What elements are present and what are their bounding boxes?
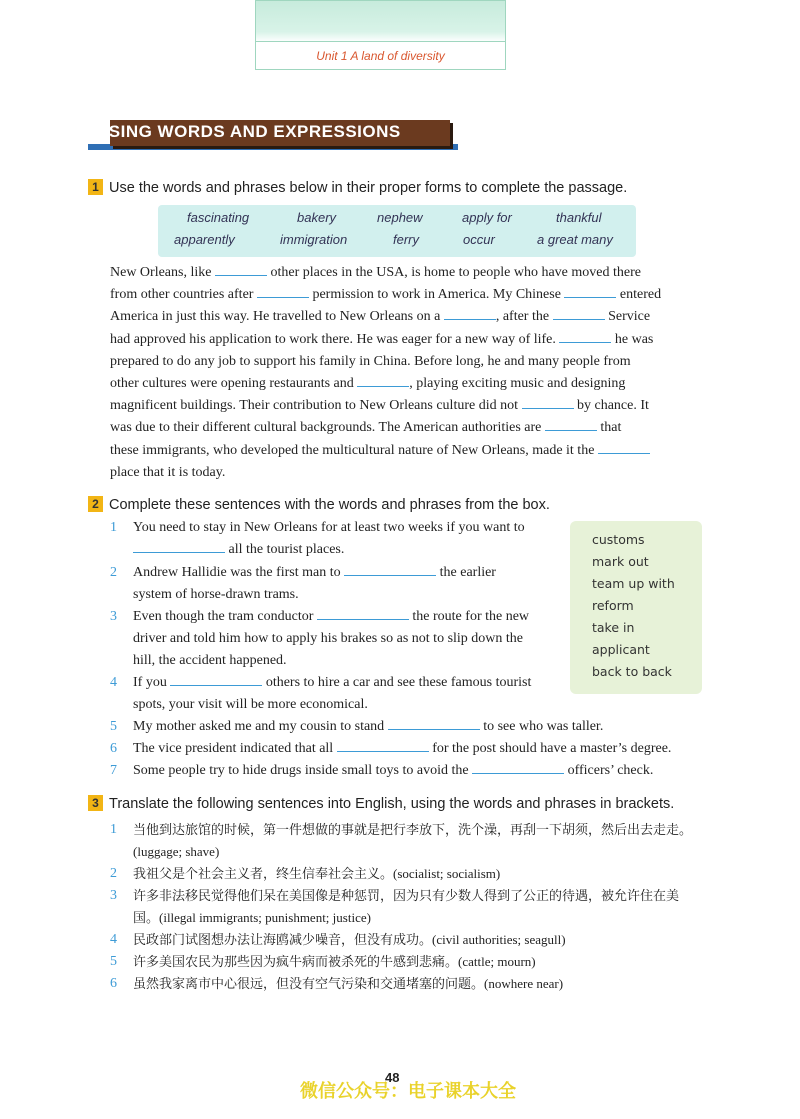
answer-blank[interactable] bbox=[344, 564, 436, 576]
unit-title: Unit 1 A land of diversity bbox=[316, 49, 445, 63]
answer-blank[interactable] bbox=[317, 608, 409, 620]
word-bank-item: bakery bbox=[297, 210, 337, 225]
exercise-3-item: 民政部门试图想办法让海鸥减少噪音，但没有成功。(civil authorities; seagull) bbox=[133, 932, 566, 947]
phrase-bank-box bbox=[570, 521, 702, 694]
phrase-bank-item: take in bbox=[592, 620, 635, 635]
exercise-2-heading bbox=[88, 496, 550, 513]
item-number: 5 bbox=[110, 954, 117, 969]
footer-watermark: 微信公众号：电子课本大全 bbox=[300, 1081, 516, 1102]
exercise-3-item: 许多美国农民为那些因为疯牛病而被杀死的牛感到悲痛。(cattle; mourn) bbox=[133, 954, 536, 969]
answer-blank[interactable] bbox=[170, 674, 262, 686]
exercise-2-item: Some people try to hide drugs inside small toys to avoid the officers’ check. bbox=[133, 763, 654, 778]
passage-line: New Orleans, like other places in the USA, is home to people who have moved there bbox=[110, 265, 641, 280]
item-number: 6 bbox=[110, 741, 117, 756]
banner-divider bbox=[256, 41, 505, 42]
answer-blank[interactable] bbox=[257, 286, 309, 298]
exercise-3-number: 3 bbox=[88, 795, 103, 811]
exercise-2-item: Andrew Hallidie was the first man to the earlier system of horse-drawn trams. bbox=[133, 565, 496, 602]
word-bank-item: occur bbox=[463, 232, 495, 247]
item-number: 4 bbox=[110, 932, 117, 947]
exercise-3-heading bbox=[88, 795, 674, 812]
exercise-1-number: 1 bbox=[88, 179, 103, 195]
passage-line: America in just this way. He travelled to New Orleans on a , after the Service bbox=[110, 309, 651, 325]
item-number: 6 bbox=[110, 976, 117, 991]
unit-header-banner bbox=[255, 0, 506, 70]
phrase-bank-item: back to back bbox=[592, 664, 672, 679]
word-bank-item: apply for bbox=[462, 210, 512, 225]
answer-blank[interactable] bbox=[444, 308, 496, 320]
passage-line: had approved his application to work there. He was eager for a new way of life. he was bbox=[110, 331, 654, 347]
passage-line: from other countries after permission to work in America. My Chinese entered bbox=[110, 287, 662, 303]
answer-blank[interactable] bbox=[133, 541, 225, 553]
answer-blank[interactable] bbox=[388, 718, 480, 730]
phrase-bank-item: team up with bbox=[592, 576, 675, 591]
answer-blank[interactable] bbox=[545, 419, 597, 431]
answer-blank[interactable] bbox=[522, 397, 574, 409]
exercise-2-item: The vice president indicated that all for the post should have a master’s degree. bbox=[133, 741, 672, 756]
word-bank-box bbox=[158, 205, 636, 257]
exercise-2-instruction: Complete these sentences with the words and phrases from the box. bbox=[109, 497, 550, 513]
exercise-3-item: 许多非法移民觉得他们呆在美国像是种惩罚，因为只有少数人得到了公正的待遇，被允许住在美 国。(illegal immigrants; punishment; justice) bbox=[133, 888, 680, 925]
exercise-2-item: You need to stay in New Orleans for at least two weeks if you want to all the tourist places. bbox=[133, 520, 525, 557]
answer-blank[interactable] bbox=[337, 740, 429, 752]
passage-line: prepared to do any job to support his family in China. Before long, he and many people from bbox=[110, 353, 631, 369]
phrase-bank-item: reform bbox=[592, 598, 634, 613]
phrase-bank-item: mark out bbox=[592, 554, 649, 569]
item-number: 5 bbox=[110, 719, 117, 734]
exercise-3-item: 虽然我家离市中心很远，但没有空气污染和交通堵塞的问题。(nowhere near) bbox=[133, 976, 564, 991]
exercise-3-item: 当他到达旅馆的时候，第一件想做的事就是把行李放下，洗个澡，再刮一下胡须，然后出去走走。 (luggage; shave) bbox=[133, 822, 693, 859]
word-bank-item: apparently bbox=[174, 232, 235, 247]
answer-blank[interactable] bbox=[553, 308, 605, 320]
exercise-2-item: My mother asked me and my cousin to stand to see who was taller. bbox=[133, 719, 604, 734]
item-number: 2 bbox=[110, 866, 117, 881]
word-bank-item: a great many bbox=[537, 232, 613, 247]
answer-blank[interactable] bbox=[215, 264, 267, 276]
item-number: 2 bbox=[110, 565, 117, 580]
page-number: 48 bbox=[385, 1070, 400, 1085]
phrase-bank-item: applicant bbox=[592, 642, 650, 657]
passage-line: these immigrants, who developed the multicultural nature of New Orleans, made it the bbox=[110, 440, 703, 462]
exercise-3-instruction: Translate the following sentences into English, using the words and phrases in brackets. bbox=[109, 796, 675, 812]
answer-blank[interactable] bbox=[564, 286, 616, 298]
exercise-1-passage bbox=[110, 262, 703, 484]
item-number: 4 bbox=[110, 675, 117, 690]
word-bank-item: nephew bbox=[377, 210, 423, 225]
item-number: 7 bbox=[110, 763, 117, 778]
passage-line: magnificent buildings. Their contribution to New Orleans culture did not by chance. It bbox=[110, 398, 649, 414]
answer-blank[interactable] bbox=[559, 331, 611, 343]
exercise-2-number: 2 bbox=[88, 496, 103, 512]
answer-blank[interactable] bbox=[472, 762, 564, 774]
answer-blank[interactable] bbox=[357, 375, 409, 387]
passage-line: was due to their different cultural backgrounds. The American authorities are that bbox=[110, 420, 622, 436]
word-bank-item: immigration bbox=[280, 232, 348, 247]
item-number: 1 bbox=[110, 520, 117, 535]
passage-line: place that it is today. bbox=[110, 464, 226, 480]
passage-line: other cultures were opening restaurants and , playing exciting music and designing bbox=[110, 376, 626, 392]
section-title-bar bbox=[88, 118, 458, 152]
exercise-3-item: 我祖父是个社会主义者，终生信奉社会主义。(socialist; socialism) bbox=[133, 866, 501, 881]
section-title: USING WORDS AND EXPRESSIONS bbox=[96, 122, 401, 141]
item-number: 1 bbox=[110, 822, 117, 837]
item-number: 3 bbox=[110, 888, 117, 903]
exercise-1-heading bbox=[88, 179, 627, 196]
word-bank-item: thankful bbox=[556, 210, 602, 225]
exercise-1-instruction: Use the words and phrases below in their proper forms to complete the passage. bbox=[109, 180, 628, 196]
word-bank-item: ferry bbox=[393, 232, 419, 247]
phrase-bank-item: customs bbox=[592, 532, 645, 547]
item-number: 3 bbox=[110, 609, 117, 624]
word-bank-item: fascinating bbox=[187, 210, 250, 225]
exercise-2-item: Even though the tram conductor the route for the new driver and told him how to apply his brakes so as not to slip down the hill, the accident happened. bbox=[133, 609, 530, 668]
answer-blank[interactable] bbox=[598, 442, 650, 454]
exercise-2-item: If you others to hire a car and see these famous tourist spots, your visit will be more economical. bbox=[133, 675, 532, 712]
